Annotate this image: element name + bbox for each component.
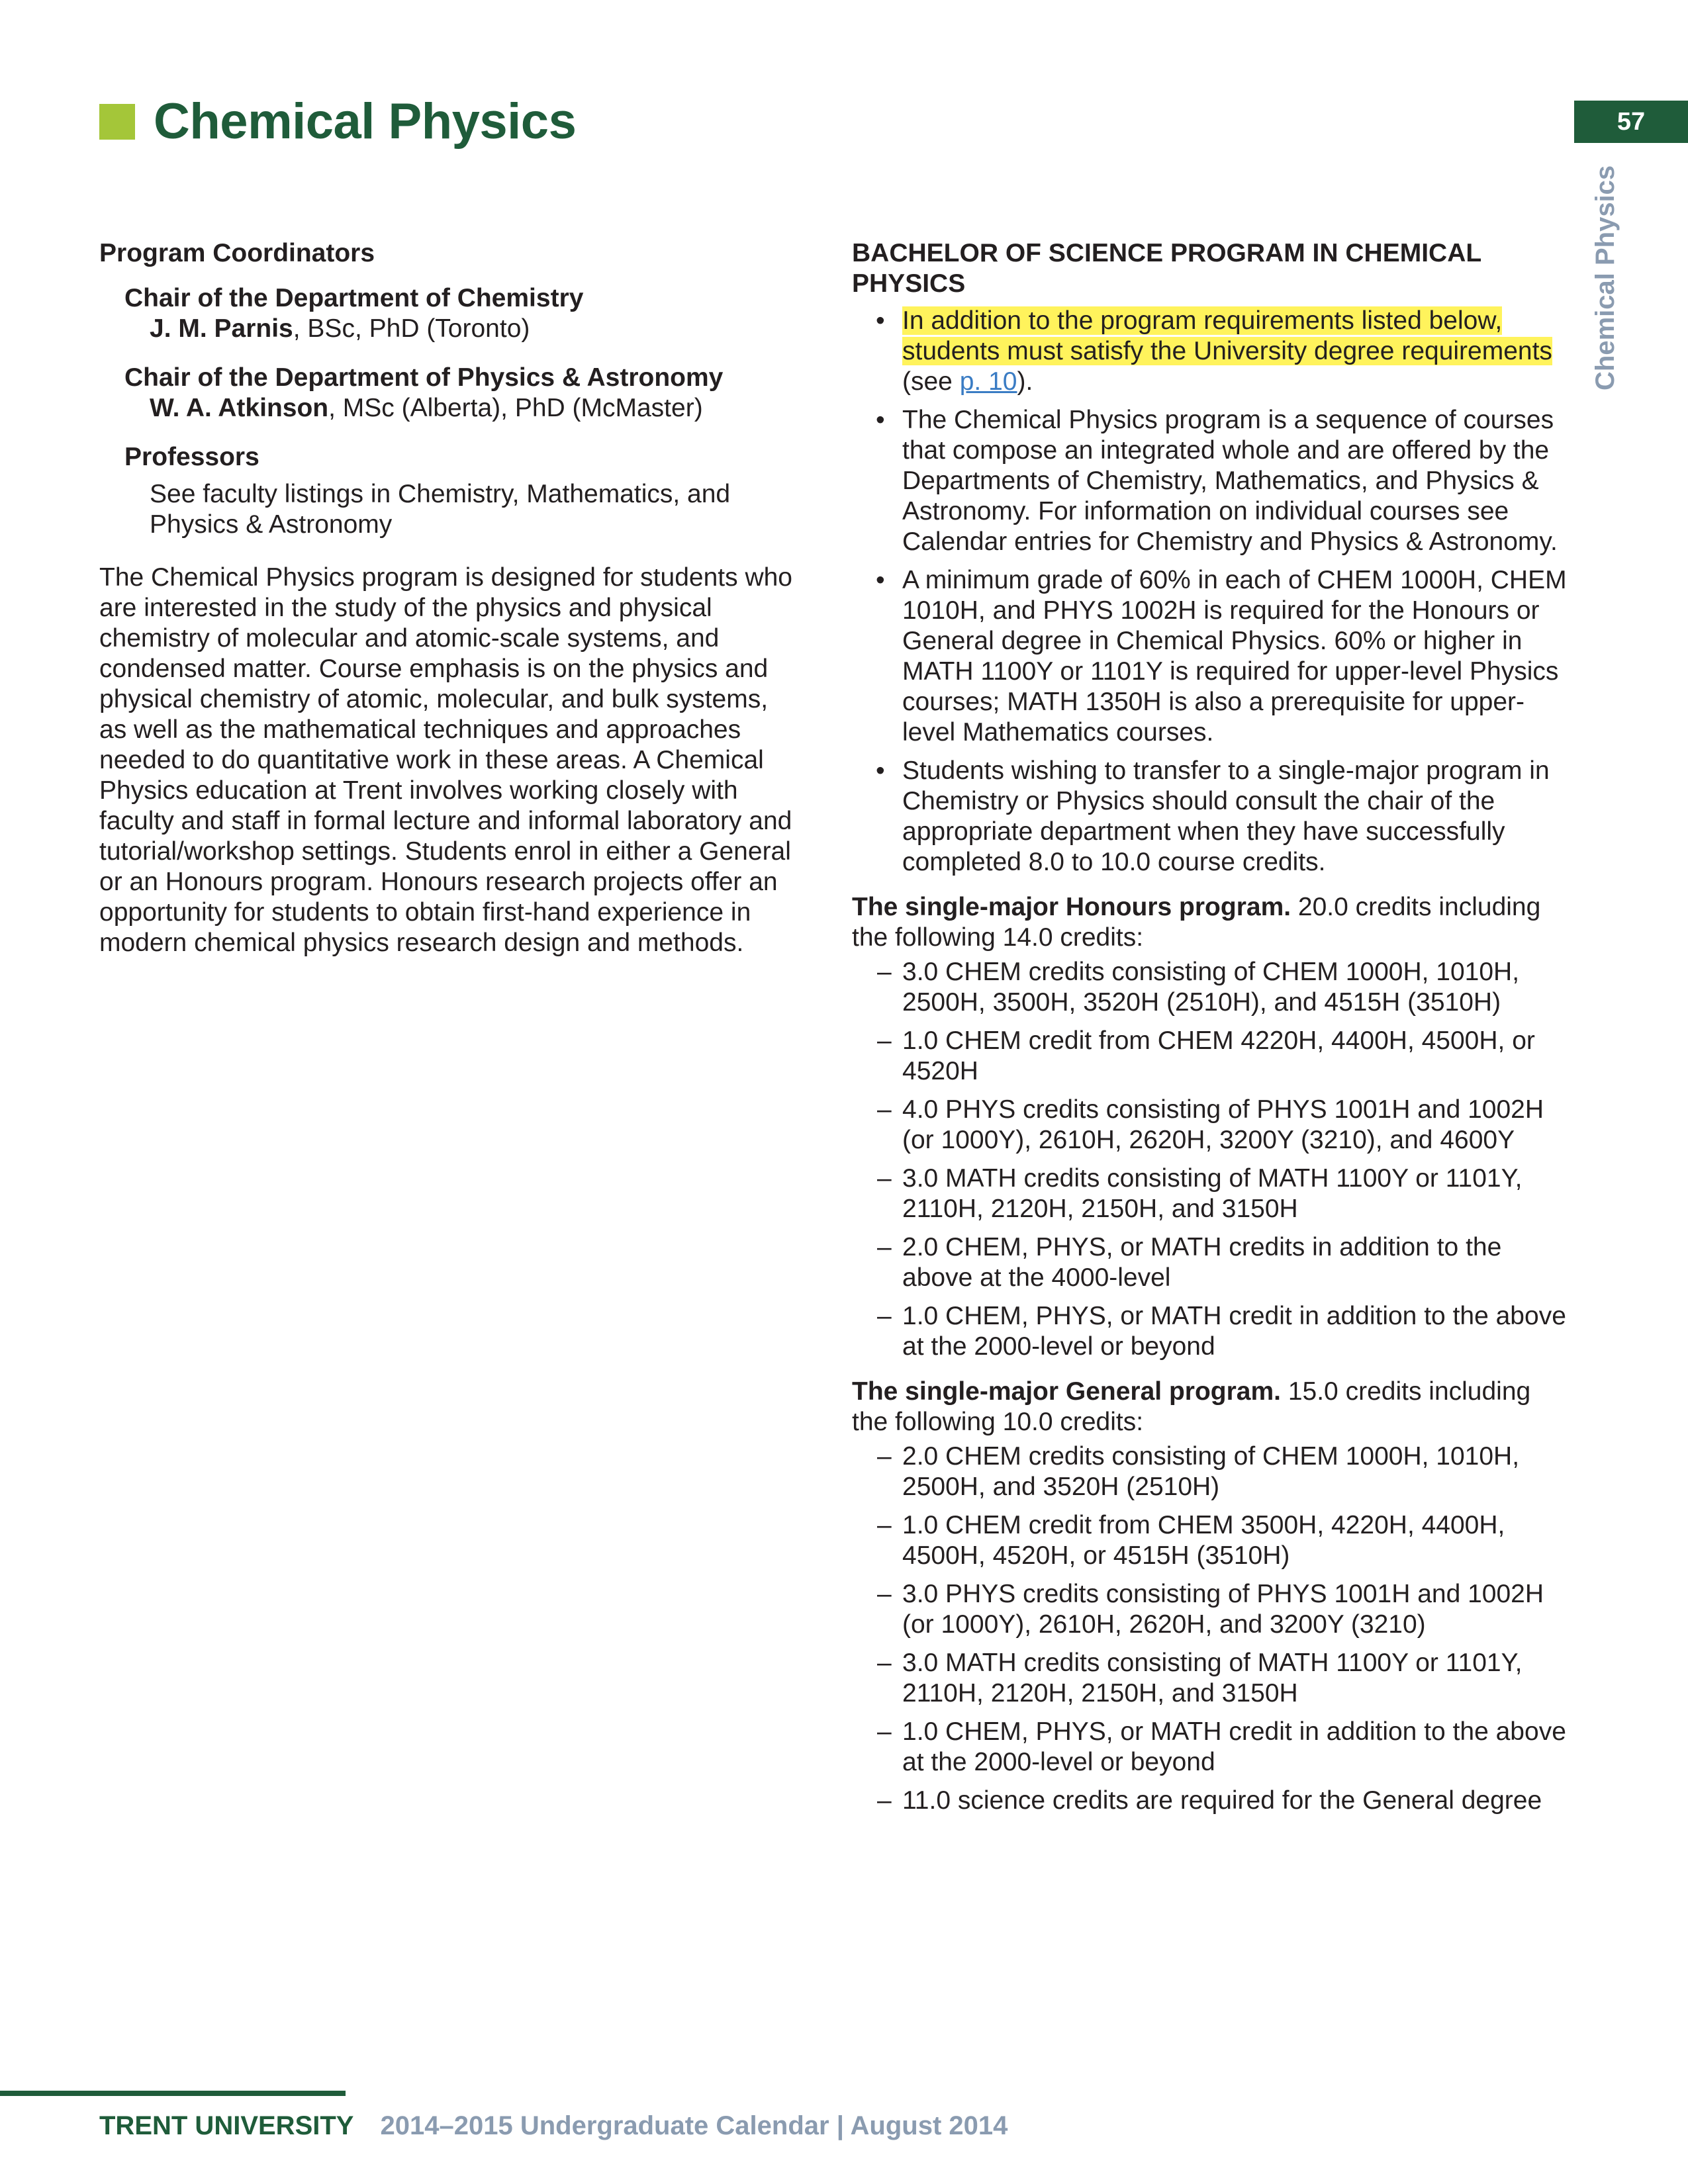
list-item: – 1.0 CHEM, PHYS, or MATH credit in addition to the above at the 2000-level or beyond xyxy=(852,1717,1567,1778)
chem-chair-entry xyxy=(150,314,801,344)
list-item: – 2.0 CHEM, PHYS, or MATH credits in addition to the above at the 4000-level xyxy=(852,1232,1567,1293)
honours-title: The single-major Honours program. xyxy=(852,893,1291,921)
see-text: (see xyxy=(902,367,960,396)
list-item: – 3.0 PHYS credits consisting of PHYS 1001H and 1002H (or 1000Y), 2610H, 2620H, and 3200Y (3210) xyxy=(852,1579,1567,1640)
honours-intro-text: 20.0 credits including the following 14.0 credits: xyxy=(852,893,1541,952)
honours-list xyxy=(852,957,1567,1362)
list-item: • A minimum grade of 60% in each of CHEM 1000H, CHEM 1010H, and PHYS 1002H is required for the Honours or General degree in Chemical Physics. 60% or higher in MATH 1100Y or 1101Y is required for upper-level Physics courses; MATH 1350H is also a prerequisite for upper-level Mathematics courses. xyxy=(852,565,1567,748)
title-square-icon xyxy=(99,104,135,140)
list-item: – 1.0 CHEM, PHYS, or MATH credit in addition to the above at the 2000-level or beyond xyxy=(852,1301,1567,1362)
program-heading: BACHELOR OF SCIENCE PROGRAM IN CHEMICAL PHYSICS xyxy=(852,239,1481,298)
page-number: 57 xyxy=(1574,101,1688,143)
page-link[interactable]: p. 10 xyxy=(959,367,1017,396)
coordinators-heading: Program Coordinators xyxy=(99,239,375,267)
phys-chair-name: W. A. Atkinson xyxy=(150,394,329,422)
footer-university: TRENT UNIVERSITY xyxy=(99,2111,354,2140)
requirements-list xyxy=(852,306,1567,878)
list-item: – 1.0 CHEM credit from CHEM 4220H, 4400H, 4500H, or 4520H xyxy=(852,1026,1567,1087)
chem-chair-degrees: , BSc, PhD (Toronto) xyxy=(293,314,530,343)
general-intro xyxy=(852,1377,1567,1437)
list-item: – 3.0 MATH credits consisting of MATH 1100Y or 1101Y, 2110H, 2120H, 2150H, and 3150H xyxy=(852,1648,1567,1709)
honours-intro xyxy=(852,892,1567,953)
list-item: • The Chemical Physics program is a sequence of courses that compose an integrated whole and are offered by the Departments of Chemistry, Mathematics, and Physics & Astronomy. For information on individual courses see Calendar entries for Chemistry and Physics & Astronomy. xyxy=(852,405,1567,557)
link-close: ). xyxy=(1017,367,1033,396)
list-item: – 2.0 CHEM credits consisting of CHEM 1000H, 1010H, 2500H, and 3520H (2510H) xyxy=(852,1441,1567,1502)
list-item: – 11.0 science credits are required for the General degree xyxy=(852,1786,1567,1816)
general-title: The single-major General program. xyxy=(852,1377,1281,1406)
list-item: – 1.0 CHEM credit from CHEM 3500H, 4220H, 4400H, 4500H, 4520H, or 4515H (3510H) xyxy=(852,1510,1567,1571)
general-intro-text: 15.0 credits including the following 10.0 credits: xyxy=(852,1377,1531,1436)
footer xyxy=(99,2111,1008,2141)
list-item: • Students wishing to transfer to a single-major program in Chemistry or Physics should consult the chair of the appropriate department when they have successfully completed 8.0 to 10.0 course credits. xyxy=(852,756,1567,878)
chem-chair-heading: Chair of the Department of Chemistry xyxy=(124,284,584,312)
chem-chair-name: J. M. Parnis xyxy=(150,314,293,343)
highlighted-requirement: In addition to the program requirements listed below, students must satisfy the University degree requirements xyxy=(902,306,1552,365)
list-item: – 3.0 CHEM credits consisting of CHEM 1000H, 1010H, 2500H, 3500H, 3520H (2510H), and 4515H (3510H) xyxy=(852,957,1567,1018)
phys-chair-heading: Chair of the Department of Physics & Astronomy xyxy=(124,363,724,392)
professors-text: See faculty listings in Chemistry, Mathematics, and Physics & Astronomy xyxy=(150,480,731,539)
list-item: – 3.0 MATH credits consisting of MATH 1100Y or 1101Y, 2110H, 2120H, 2150H, and 3150H xyxy=(852,1163,1567,1224)
footer-calendar: 2014–2015 Undergraduate Calendar | August 2014 xyxy=(380,2111,1008,2140)
footer-rule xyxy=(0,2091,346,2096)
page-title: Chemical Physics xyxy=(154,93,577,150)
right-column xyxy=(852,238,1567,1824)
phys-chair-degrees: , MSc (Alberta), PhD (McMaster) xyxy=(328,394,703,422)
professors-heading: Professors xyxy=(124,443,259,471)
phys-chair-entry xyxy=(150,393,801,424)
general-list xyxy=(852,1441,1567,1816)
list-item xyxy=(852,306,1567,397)
side-tab-label: Chemical Physics xyxy=(1591,165,1620,390)
title-block xyxy=(99,93,576,150)
left-column xyxy=(99,238,801,958)
program-description: The Chemical Physics program is designed for students who are interested in the study of the physics and physical chemistry of molecular and atomic-scale systems, and condensed matter. Course emphasis is on the physics and physical chemistry of atomic, molecular, and bulk systems, as well as the mathematical techniques and approaches needed to do quantitative work in these areas. A Chemical Physics education at Trent involves working closely with faculty and staff in formal lecture and informal laboratory and tutorial/workshop settings. Students enrol in either a General or an Honours program. Honours research projects offer an opportunity for students to obtain first-hand experience in modern chemical physics research design and methods. xyxy=(99,563,792,957)
list-item: – 4.0 PHYS credits consisting of PHYS 1001H and 1002H (or 1000Y), 2610H, 2620H, 3200Y (3210), and 4600Y xyxy=(852,1095,1567,1156)
